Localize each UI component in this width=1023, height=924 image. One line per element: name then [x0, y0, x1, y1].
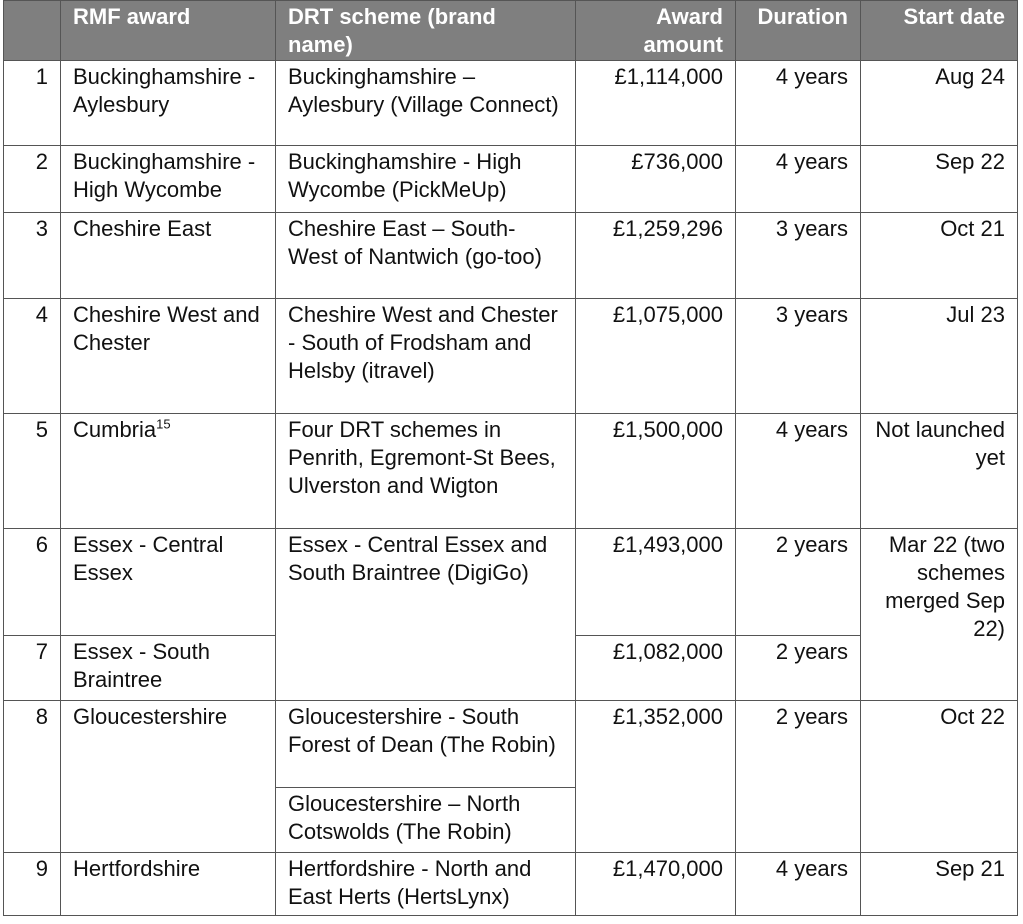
award-cell: Buckinghamshire - High Wycombe — [61, 146, 276, 213]
row-number: 5 — [4, 414, 61, 529]
award-cell: Essex - South Braintree — [61, 636, 276, 701]
amount-cell: £1,114,000 — [576, 61, 736, 146]
amount-cell: £1,352,000 — [576, 701, 736, 853]
start-cell: Sep 22 — [861, 146, 1018, 213]
scheme-cell: Gloucestershire - South Forest of Dean (The Robin) — [276, 701, 576, 788]
row-number: 8 — [4, 701, 61, 853]
scheme-cell: Essex - Central Essex and South Braintree (DigiGo) — [276, 529, 576, 701]
header-award: RMF award — [61, 1, 276, 61]
duration-cell: 4 years — [736, 414, 861, 529]
scheme-cell: Buckinghamshire - High Wycombe (PickMeUp) — [276, 146, 576, 213]
scheme-cell: Cheshire East – South-West of Nantwich (go-too) — [276, 213, 576, 299]
table-row — [4, 61, 1018, 146]
header-number — [4, 1, 61, 61]
amount-cell: £1,075,000 — [576, 299, 736, 414]
start-cell: Not launched yet — [861, 414, 1018, 529]
header-start: Start date — [861, 1, 1018, 61]
amount-cell: £1,500,000 — [576, 414, 736, 529]
table-row — [4, 299, 1018, 414]
row-number: 1 — [4, 61, 61, 146]
header-duration: Duration — [736, 1, 861, 61]
table-row — [4, 529, 1018, 636]
duration-cell: 2 years — [736, 701, 861, 853]
start-cell: Aug 24 — [861, 61, 1018, 146]
row-number: 9 — [4, 853, 61, 916]
row-number: 6 — [4, 529, 61, 636]
start-cell: Oct 21 — [861, 213, 1018, 299]
duration-cell: 3 years — [736, 213, 861, 299]
rmf-awards-table — [3, 0, 1018, 916]
row-number: 4 — [4, 299, 61, 414]
duration-cell: 4 years — [736, 61, 861, 146]
table-row — [4, 213, 1018, 299]
table-row — [4, 146, 1018, 213]
duration-cell: 3 years — [736, 299, 861, 414]
row-number: 7 — [4, 636, 61, 701]
amount-cell: £1,082,000 — [576, 636, 736, 701]
award-cell: Buckinghamshire - Aylesbury — [61, 61, 276, 146]
start-cell: Jul 23 — [861, 299, 1018, 414]
footnote-marker[interactable]: 15 — [156, 416, 171, 432]
start-cell: Sep 21 — [861, 853, 1018, 916]
scheme-cell: Cheshire West and Chester - South of Frodsham and Helsby (itravel) — [276, 299, 576, 414]
award-cell: Cheshire East — [61, 213, 276, 299]
start-cell: Oct 22 — [861, 701, 1018, 853]
amount-cell: £1,259,296 — [576, 213, 736, 299]
award-text: Cumbria — [73, 417, 157, 442]
header-amount: Award amount — [576, 1, 736, 61]
award-cell: Gloucestershire — [61, 701, 276, 853]
table-row — [4, 414, 1018, 529]
scheme-cell: Four DRT schemes in Penrith, Egremont-St Bees, Ulverston and Wigton — [276, 414, 576, 529]
award-cell: Hertfordshire — [61, 853, 276, 916]
header-scheme: DRT scheme (brand name) — [276, 1, 576, 61]
amount-cell: £736,000 — [576, 146, 736, 213]
scheme-cell: Buckinghamshire – Aylesbury (Village Connect) — [276, 61, 576, 146]
award-cell — [61, 414, 276, 529]
scheme-cell: Hertfordshire - North and East Herts (HertsLynx) — [276, 853, 576, 916]
duration-cell: 4 years — [736, 146, 861, 213]
award-cell: Essex - Central Essex — [61, 529, 276, 636]
start-cell: Mar 22 (two schemes merged Sep 22) — [861, 529, 1018, 701]
row-number: 2 — [4, 146, 61, 213]
scheme-cell: Gloucestershire – North Cotswolds (The Robin) — [276, 788, 576, 853]
table-row — [4, 853, 1018, 916]
row-number: 3 — [4, 213, 61, 299]
duration-cell: 2 years — [736, 636, 861, 701]
duration-cell: 4 years — [736, 853, 861, 916]
award-cell: Cheshire West and Chester — [61, 299, 276, 414]
duration-cell: 2 years — [736, 529, 861, 636]
amount-cell: £1,493,000 — [576, 529, 736, 636]
header-row — [4, 1, 1018, 61]
amount-cell: £1,470,000 — [576, 853, 736, 916]
table-row — [4, 701, 1018, 788]
